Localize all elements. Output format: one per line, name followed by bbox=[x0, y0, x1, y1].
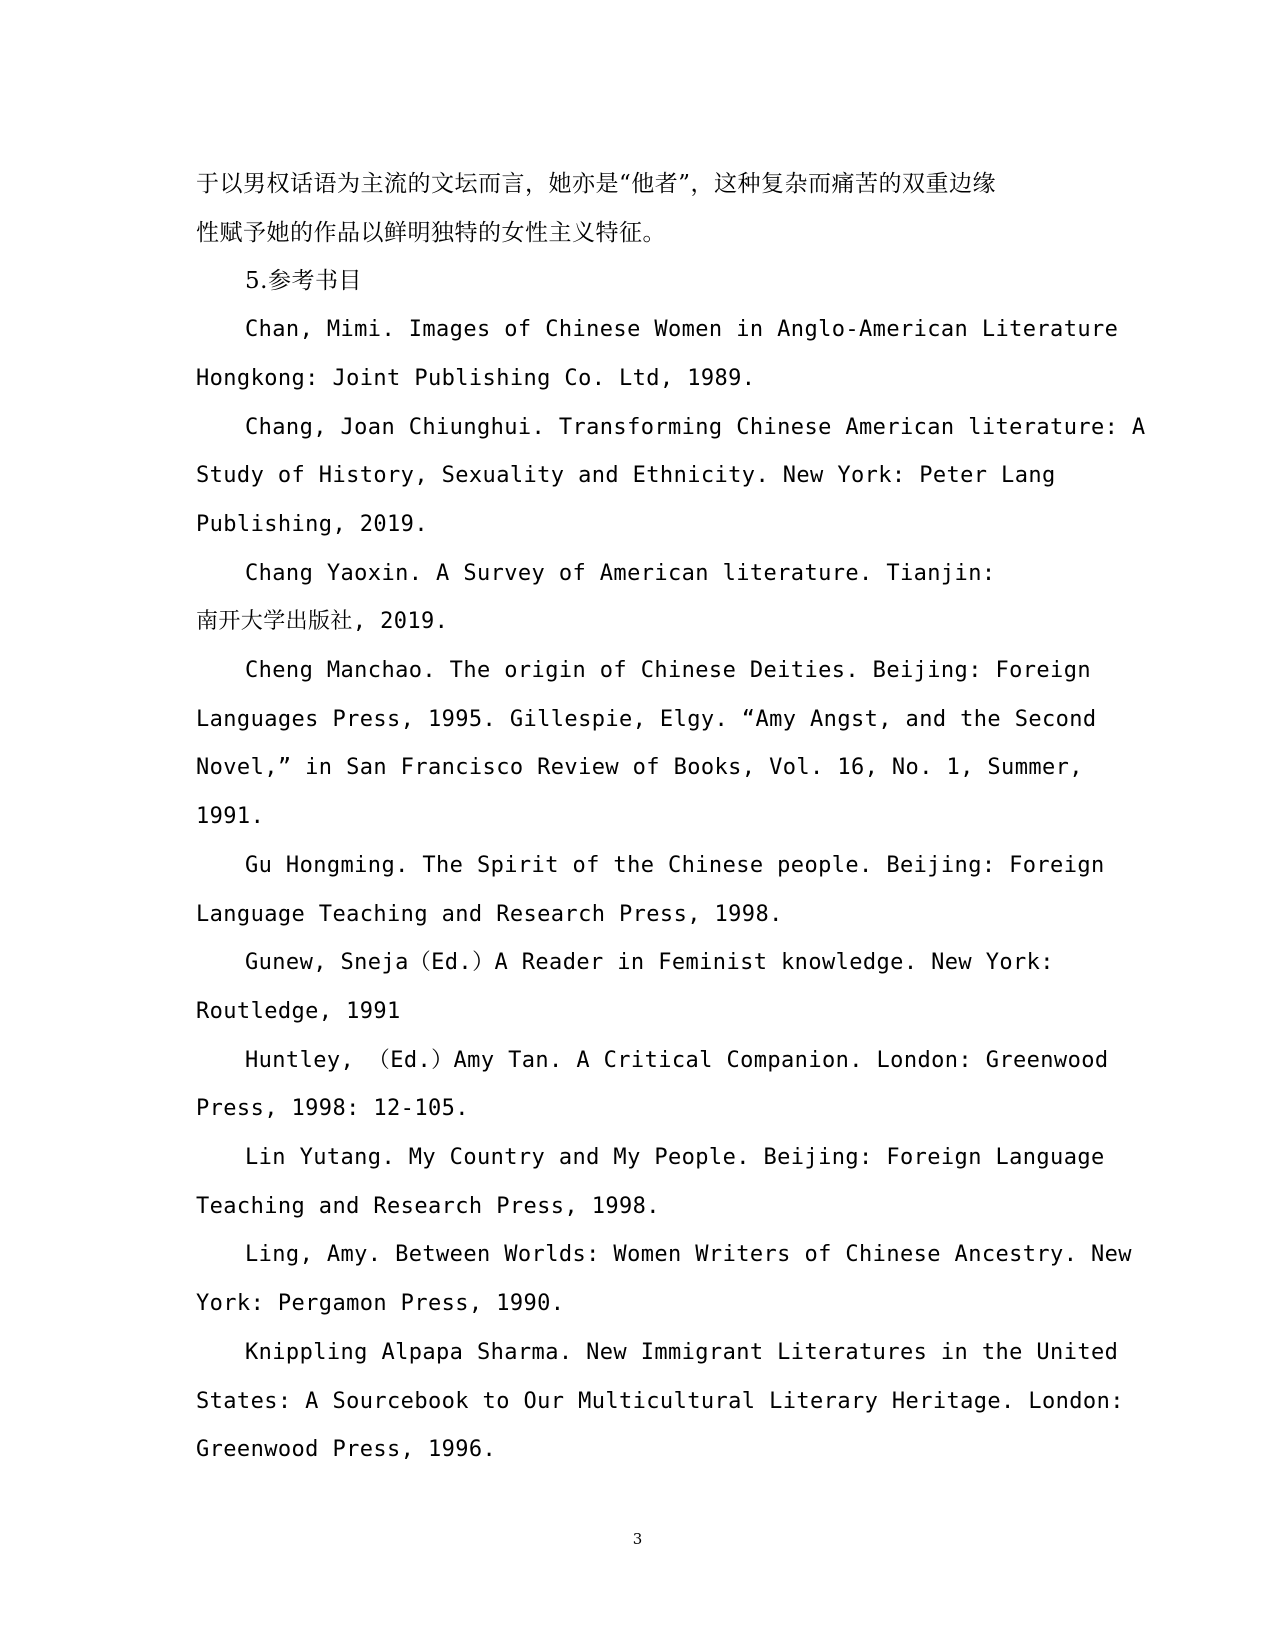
reference-line: Huntley, （Ed.）Amy Tan. A Critical Companion. London: Greenwood bbox=[245, 1047, 1109, 1073]
reference-line: States: A Sourcebook to Our Multicultural Literary Heritage. London: bbox=[196, 1388, 1124, 1414]
reference-line: Lin Yutang. My Country and My People. Beijing: Foreign Language bbox=[245, 1145, 1105, 1171]
reference-line: Ling, Amy. Between Worlds: Women Writers of Chinese Ancestry. New bbox=[245, 1242, 1132, 1268]
reference-line: Knippling Alpapa Sharma. New Immigrant Literatures in the United bbox=[245, 1339, 1119, 1365]
reference-entry bbox=[196, 306, 1119, 403]
intro-line-2: 性赋予她的作品以鲜明独特的女性主义特征。 bbox=[196, 219, 666, 246]
reference-line: Languages Press, 1995. Gillespie, Elgy. “Amy Angst, and the Second bbox=[196, 706, 1097, 732]
intro-line-1: 于以男权话语为主流的文坛而言，她亦是“他者”，这种复杂而痛苦的双重边缘 bbox=[196, 171, 997, 197]
reference-line: Gu Hongming. The Spirit of the Chinese people. Beijing: Foreign bbox=[245, 852, 1105, 878]
reference-entry bbox=[196, 939, 1086, 1036]
reference-line: Chan, Mimi. Images of Chinese Women in Anglo-American Literature bbox=[245, 317, 1119, 343]
reference-entry bbox=[196, 1329, 1124, 1475]
reference-line: Gunew, Sneja（Ed.）A Reader in Feminist knowledge. New York: bbox=[245, 950, 1054, 976]
reference-entry bbox=[196, 842, 1105, 939]
reference-entry bbox=[196, 1231, 1132, 1328]
reference-line: 1991. bbox=[196, 804, 265, 830]
page-number: 3 bbox=[632, 1530, 643, 1548]
reference-line: Routledge, 1991 bbox=[196, 998, 401, 1024]
reference-line: Language Teaching and Research Press, 1998. bbox=[196, 901, 783, 927]
reference-line: Publishing, 2019. bbox=[196, 511, 428, 537]
reference-line: 南开大学出版社, 2019. bbox=[196, 609, 449, 635]
document-body bbox=[196, 160, 1146, 1475]
reference-entry bbox=[196, 1037, 1109, 1134]
reference-line: York: Pergamon Press, 1990. bbox=[196, 1291, 565, 1317]
reference-line: Chang Yaoxin. A Survey of American literature. Tianjin: bbox=[245, 560, 996, 586]
reference-entry bbox=[196, 647, 1097, 842]
reference-line: Teaching and Research Press, 1998. bbox=[196, 1193, 660, 1219]
reference-entry bbox=[196, 404, 1146, 550]
reference-line: Hongkong: Joint Publishing Co. Ltd, 1989. bbox=[196, 365, 756, 391]
reference-line: Novel,” in San Francisco Review of Books, Vol. 16, No. 1, Summer, bbox=[196, 755, 1083, 781]
section-heading: 5.参考书目 bbox=[245, 268, 362, 295]
reference-line: Chang, Joan Chiunghui. Transforming Chinese American literature: A bbox=[245, 414, 1146, 440]
reference-line: Press, 1998: 12-105. bbox=[196, 1096, 469, 1122]
reference-line: Cheng Manchao. The origin of Chinese Deities. Beijing: Foreign bbox=[245, 658, 1091, 684]
reference-entry bbox=[196, 1134, 1105, 1231]
reference-entry bbox=[196, 550, 1086, 647]
reference-line: Greenwood Press, 1996. bbox=[196, 1437, 497, 1463]
reference-line: Study of History, Sexuality and Ethnicity. New York: Peter Lang bbox=[196, 463, 1056, 489]
reference-list bbox=[196, 306, 1146, 1475]
